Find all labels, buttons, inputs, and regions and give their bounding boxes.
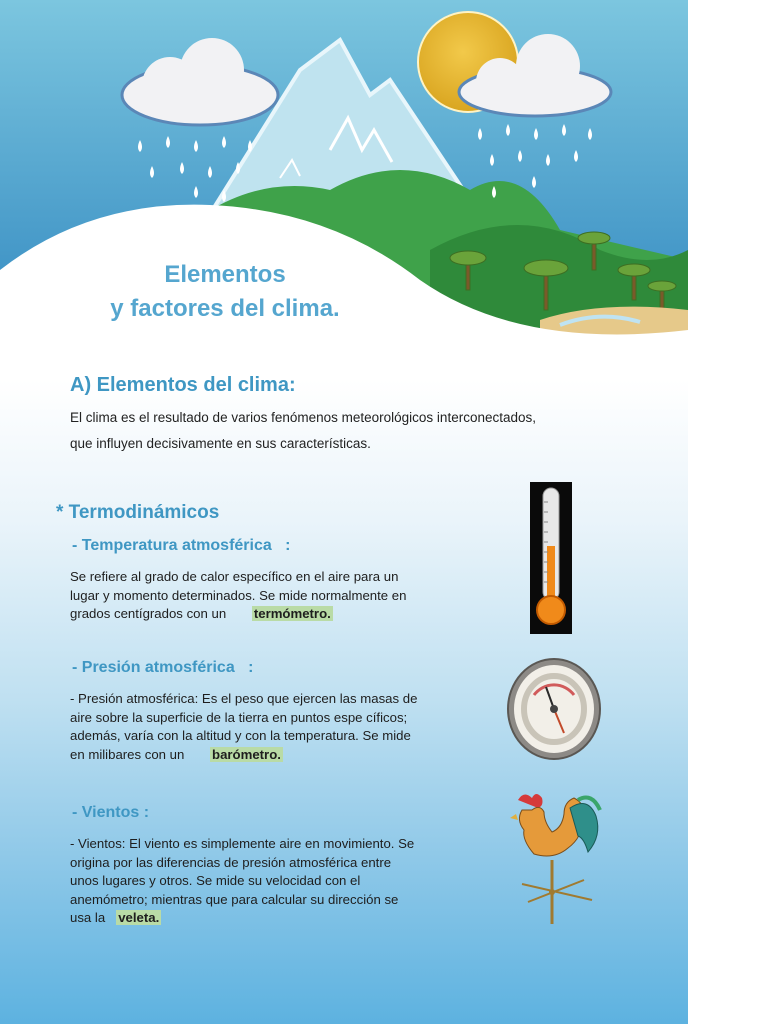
termodinamicos-heading: * Termodinámicos [56, 502, 220, 523]
veleta-highlight: veleta. [118, 910, 160, 925]
presion-paragraph [70, 690, 420, 764]
presion-text: - Presión atmosférica: Es el peso que ejercen las masas de aire sobre la superficie de la tierra en puntos espe cíficos; además, varía con la altitud y con la temperatura. Se mide en milibares con un [70, 691, 418, 762]
barometro-highlight: barómetro. [212, 746, 281, 762]
presion-heading: - Presión atmosférica : [72, 659, 254, 676]
intro-line-1: El clima es el resultado de varios fenómenos meteorológicos interconectados, [70, 410, 536, 425]
section-a-heading: A) Elementos del clima: [70, 374, 296, 396]
temperatura-heading: - Temperatura atmosférica : [72, 537, 291, 554]
section-a-intro [70, 405, 590, 457]
vientos-heading: - Vientos : [72, 804, 150, 821]
vientos-paragraph [70, 835, 420, 928]
page-title [60, 258, 390, 326]
vientos-text: - Vientos: El viento es simplemente aire en movimiento. Se origina por las diferencias de presión atmosférica entre unos lugares y otros. Se mide su velocidad con el anemómetro; mientras que para calcular su dirección se usa la [70, 836, 415, 925]
temperatura-text: Se refiere al grado de calor específico en el aire para un lugar y momento determinados. Se mide normalmente en grados centígrados con un [70, 569, 407, 621]
weathervane-rooster-icon [508, 788, 604, 928]
barometer-icon [506, 657, 602, 761]
temperatura-paragraph [70, 568, 420, 624]
intro-line-2: que influyen decisivamente en sus características. [70, 436, 371, 451]
title-line-2: y factores del clima. [110, 295, 340, 322]
thermometer-icon [530, 482, 572, 634]
title-line-1: Elementos [164, 261, 286, 288]
termometro-highlight: termómetro. [253, 606, 331, 621]
